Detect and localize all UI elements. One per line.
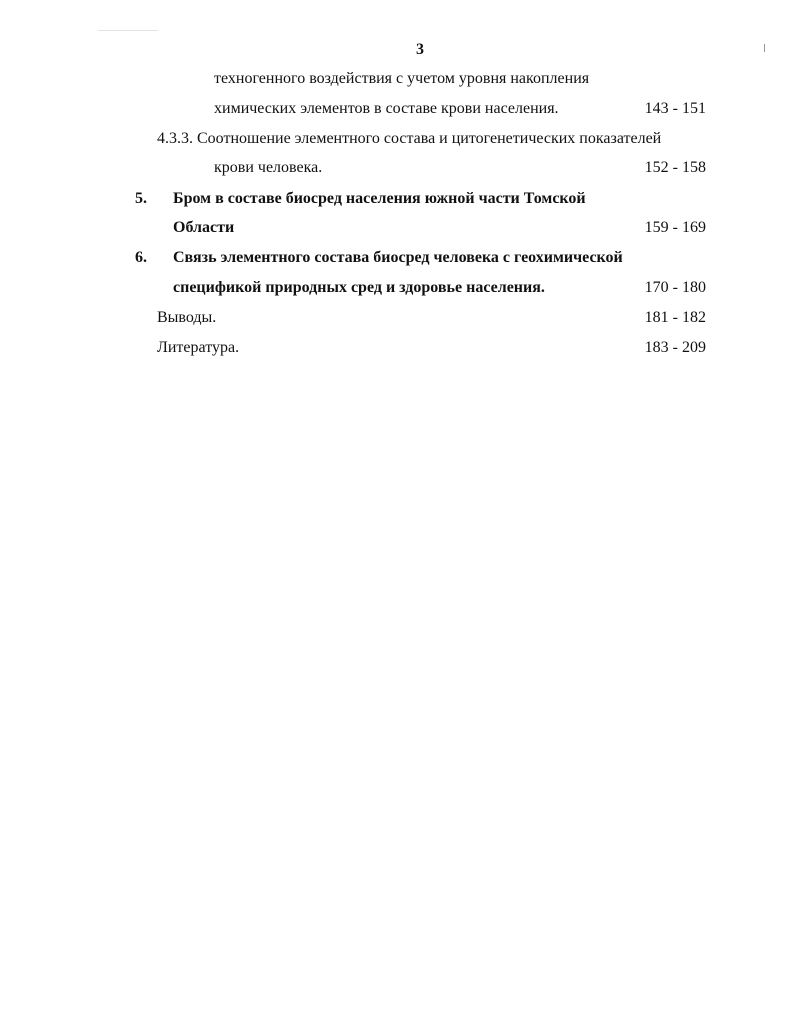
toc-entry-4-3-3-line-2: крови человека. [214,159,323,176]
toc-chapter-6-pages: 170 - 180 [644,279,706,296]
toc-entry-continuation-pages: 143 - 151 [644,100,706,117]
toc-conclusions-title: Выводы. [157,309,217,326]
toc-entry-continuation-line-2: химических элементов в составе крови населения. [214,100,559,117]
page-number: 3 [416,41,424,58]
toc-entry-continuation-line-1: техногенного воздействия с учетом уровня накопления [214,70,590,87]
toc-conclusions-pages: 181 - 182 [644,309,706,326]
scan-mark [98,30,158,31]
toc-chapter-5-number: 5. [135,190,147,207]
toc-chapter-5-pages: 159 - 169 [644,219,706,236]
toc-literature-title: Литература. [157,339,240,356]
toc-chapter-6-number: 6. [135,249,147,266]
toc-entry-4-3-3-line-1: 4.3.3. Соотношение элементного состава и цитогенетических показателей [157,130,662,147]
toc-literature-pages: 183 - 209 [644,339,706,356]
toc-chapter-6-line-1: Связь элементного состава биосред человека с геохимической [173,249,623,266]
scan-mark [764,44,765,52]
toc-chapter-5-line-2: Области [173,219,235,236]
toc-chapter-5-line-1: Бром в составе биосред населения южной части Томской [173,190,586,207]
toc-chapter-6-line-2: спецификой природных сред и здоровье населения. [173,279,545,296]
toc-entry-4-3-3-pages: 152 - 158 [644,159,706,176]
